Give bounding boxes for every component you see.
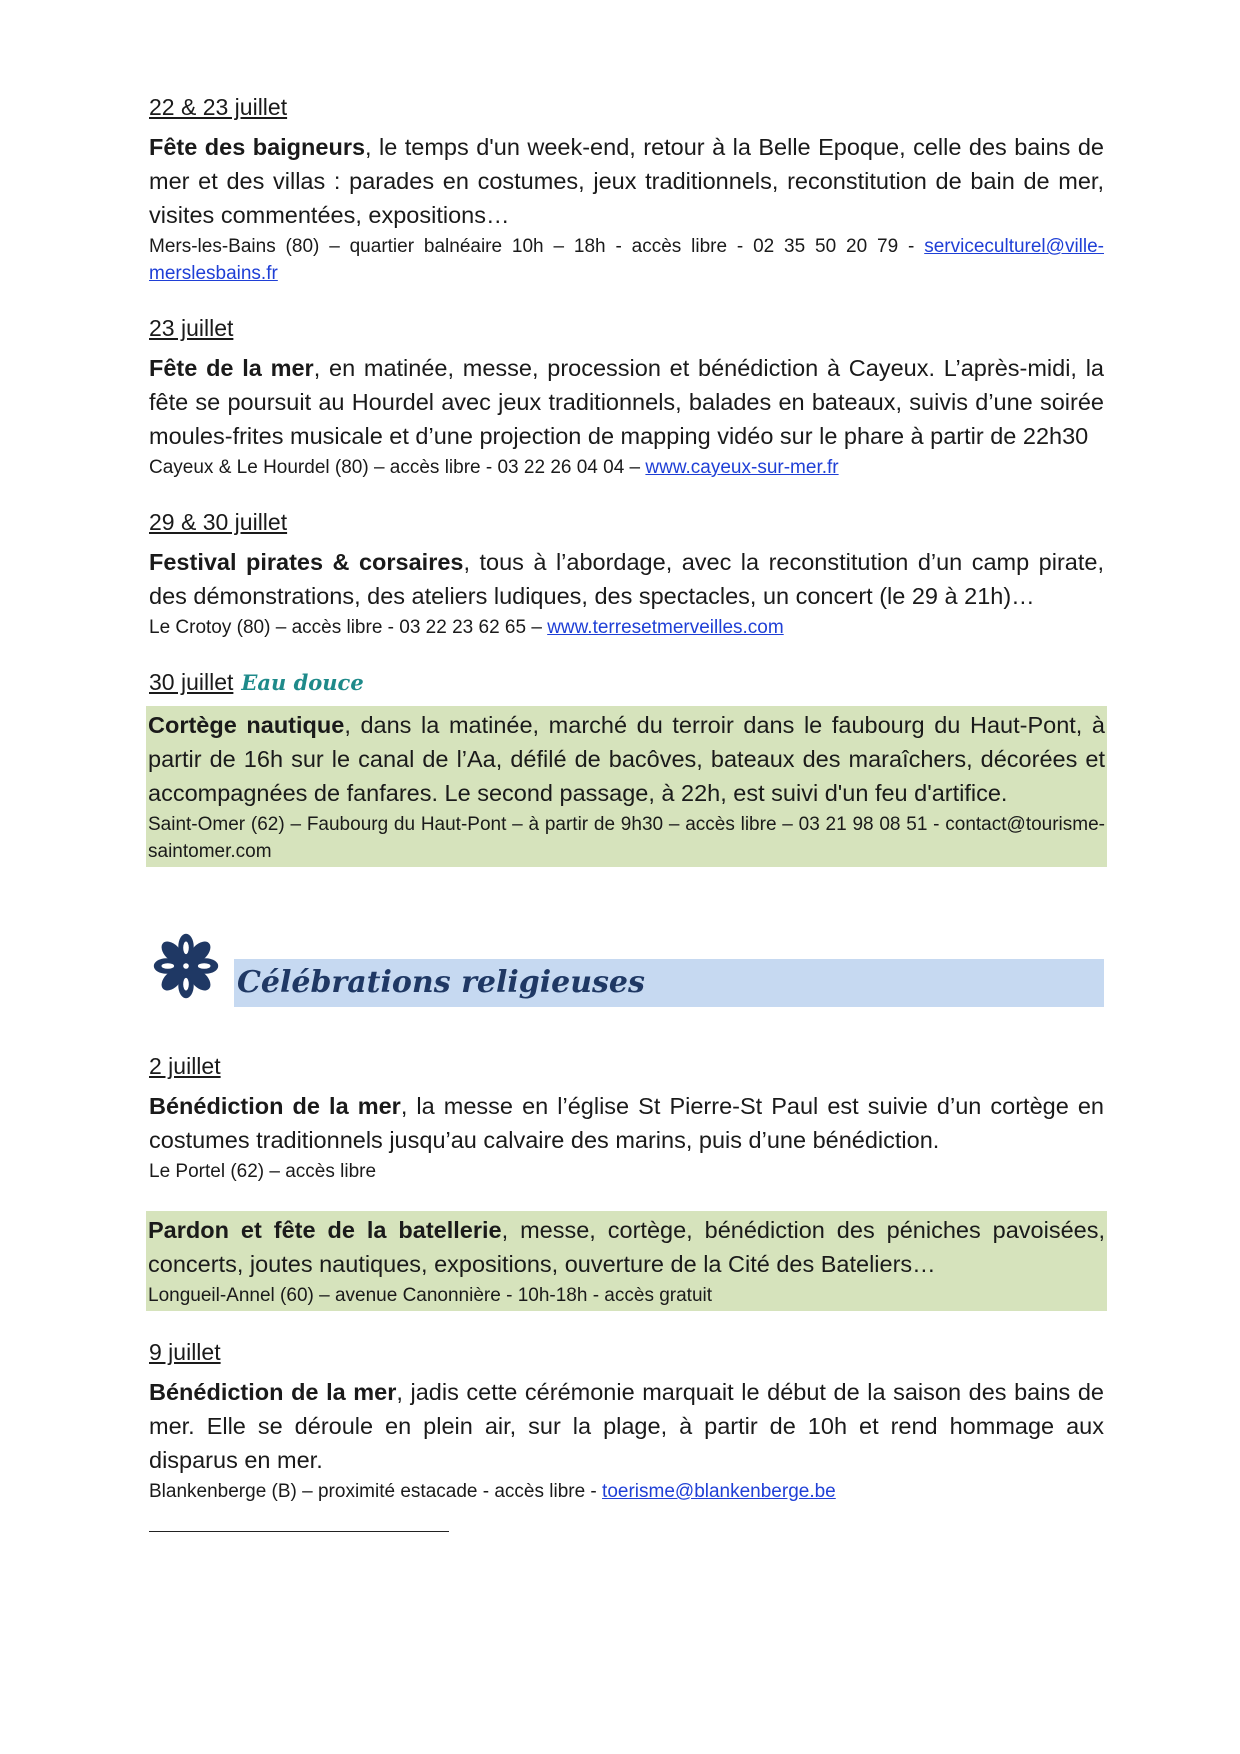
event-title: Fête des baigneurs [149,134,366,160]
highlighted-event-box [146,706,1107,867]
event-title: Festival pirates & corsaires [149,549,464,575]
event-text: , la messe en l’église St Pierre-St Paul est suivie d’un cortège en costumes traditionnels jusqu’au calvaire des marins, puis d’une bénédiction. [149,1093,1105,1153]
event-date-text: 30 juillet [149,669,234,695]
event-title: Fête de la mer [149,355,314,381]
event-title: Bénédiction de la mer [149,1093,401,1119]
section-title: Célébrations religieuses [237,965,645,1000]
section-heading [149,931,1104,1021]
footnote-separator [149,1531,449,1532]
event-benediction-le-portel [149,1051,1104,1185]
event-date: 22 & 23 juillet [149,94,288,120]
event-benediction-blankenberge [149,1337,1104,1505]
event-cortege-nautique [149,667,1104,867]
event-meta-text: Blankenberge (B) – proximité estacade - accès libre - [149,1481,603,1502]
event-fete-des-baigneurs [149,92,1104,287]
event-text: , messe, cortège, bénédiction des péniches pavoisées, concerts, joutes nautiques, expositions, ouverture de la Cité des Bateliers… [148,1217,1106,1277]
event-meta-text: Le Crotoy (80) – accès libre - 03 22 23 62 65 – [149,617,548,638]
event-text: , tous à l’abordage, avec la reconstitution d’un camp pirate, des démonstrations, des ateliers ludiques, des spectacles, un concert (le 29 à 21h)… [149,549,1104,609]
event-description [149,545,1104,613]
flower-rosette-icon [151,931,221,1001]
event-meta-text: Mers-les-Bains (80) – quartier balnéaire 10h – 18h - accès libre - 02 35 50 20 79 - [149,236,925,257]
event-description [148,708,1105,810]
eau-douce-tag: Eau douce [241,670,364,695]
event-meta-text: Cayeux & Le Hourdel (80) – accès libre - 03 22 26 04 04 – [149,457,646,478]
event-email-link[interactable]: serviceculturel@ville-merslesbains.fr [149,236,1104,284]
event-description [149,1375,1104,1477]
event-meta [149,1478,1104,1505]
event-title: Pardon et fête de la batellerie [148,1217,502,1243]
event-title: Cortège nautique [148,712,345,738]
event-text: , le temps d'un week-end, retour à la Belle Epoque, celle des bains de mer et des villas : parades en costumes, jeux traditionnels, reconstitution de bain de mer, visites commentées, expositions… [149,134,1104,228]
event-meta [149,454,1104,481]
event-meta: Longueil-Annel (60) – avenue Canonnière - 10h-18h - accès gratuit [148,1285,713,1306]
event-meta [149,233,1104,287]
event-email-link[interactable]: toerisme@blankenberge.be [602,1481,836,1502]
event-date: 2 juillet [149,1053,221,1079]
event-description [149,351,1104,453]
event-description [149,130,1104,232]
event-text: , en matinée, messe, procession et bénédiction à Cayeux. L’après-midi, la fête se poursuit au Hourdel avec jeux traditionnels, balades en bateaux, suivis d’une soirée moules-frites musicale et d’une projection de mapping vidéo sur le phare à partir de 22h30 [149,355,1105,449]
highlighted-event-box [146,1211,1107,1311]
event-date [149,667,1104,698]
event-date: 23 juillet [149,315,234,341]
event-festival-pirates [149,507,1104,641]
event-date: 29 & 30 juillet [149,509,288,535]
document-page [149,92,1104,1532]
event-description [149,1089,1104,1157]
event-meta: Saint-Omer (62) – Faubourg du Haut-Pont – à partir de 9h30 – accès libre – 03 21 98 08 51 - contact@tourisme-saintomer.com [148,814,1105,862]
event-meta: Le Portel (62) – accès libre [149,1161,377,1182]
event-description [148,1213,1105,1281]
event-meta [149,614,1104,641]
event-text: , dans la matinée, marché du terroir dans le faubourg du Haut-Pont, à partir de 16h sur le canal de l’Aa, défilé de bacôves, bateaux des maraîchers, décorées et accompagnées de fanfares. Le second passage, à 22h, est suivi d'un feu d'artifice. [148,712,1106,806]
event-date: 9 juillet [149,1339,221,1365]
event-website-link[interactable]: www.cayeux-sur-mer.fr [645,457,839,478]
event-text: , jadis cette cérémonie marquait le début de la saison des bains de mer. Elle se déroule en plein air, sur la plage, à partir de 10h et rend hommage aux disparus en mer. [149,1379,1104,1473]
event-pardon-batellerie [149,1211,1104,1311]
event-title: Bénédiction de la mer [149,1379,397,1405]
event-fete-de-la-mer [149,313,1104,481]
event-website-link[interactable]: www.terresetmerveilles.com [547,617,784,638]
